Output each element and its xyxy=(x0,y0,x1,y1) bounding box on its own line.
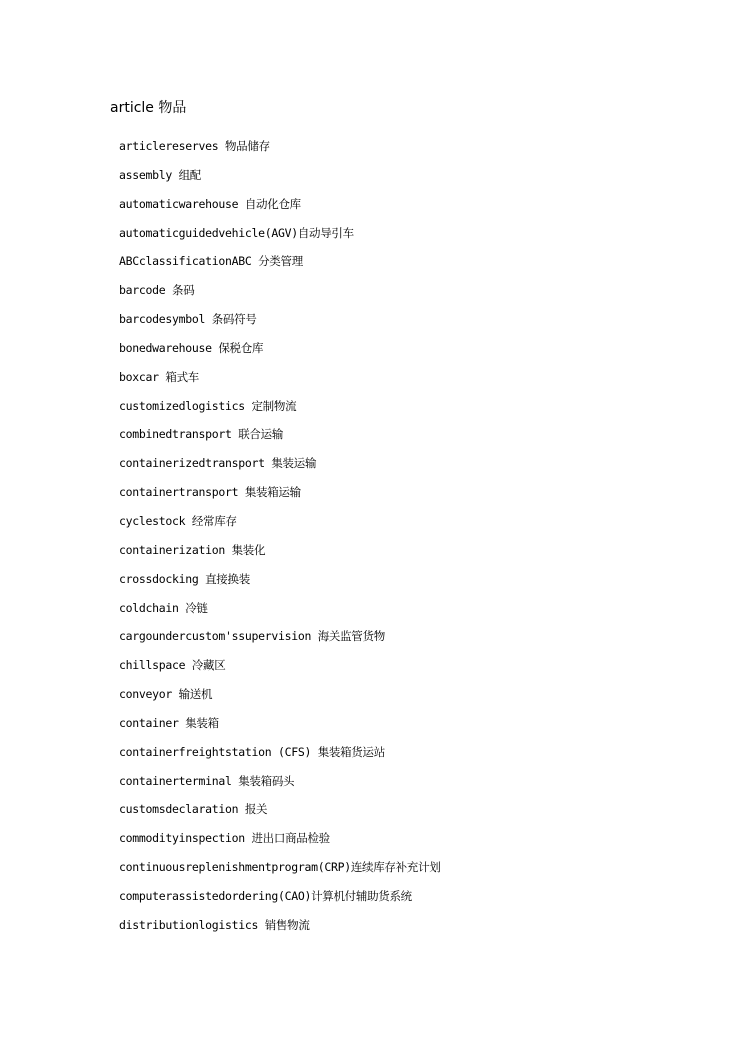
glossary-term: commodityinspection 进出口商品检验 xyxy=(119,831,330,846)
section-heading: article 物品 xyxy=(110,100,187,116)
glossary-term: barcodesymbol 条码符号 xyxy=(119,312,257,327)
glossary-term: automaticguidedvehicle(AGV)自动导引车 xyxy=(119,225,354,240)
glossary-term: chillspace 冷藏区 xyxy=(119,658,226,673)
glossary-term: containertransport 集装箱运输 xyxy=(119,485,301,500)
glossary-list xyxy=(119,136,440,944)
glossary-term: articlereserves 物品储存 xyxy=(119,139,270,153)
glossary-term: customsdeclaration 报关 xyxy=(119,802,268,817)
glossary-term: container 集装箱 xyxy=(119,715,219,730)
glossary-term: bonedwarehouse 保税仓库 xyxy=(119,340,264,355)
glossary-term: combinedtransport 联合运输 xyxy=(119,427,284,442)
glossary-term: distributionlogistics 销售物流 xyxy=(119,917,310,932)
glossary-term: conveyor 输送机 xyxy=(119,687,213,702)
glossary-term: cyclestock 经常库存 xyxy=(119,513,237,528)
glossary-term: boxcar 箱式车 xyxy=(119,369,199,384)
glossary-term: coldchain 冷链 xyxy=(119,600,208,615)
glossary-term: customizedlogistics 定制物流 xyxy=(119,398,297,413)
glossary-term: continuousreplenishmentprogram(CRP)连续库存补充计划 xyxy=(119,860,441,875)
glossary-term: containerizedtransport 集装运输 xyxy=(119,456,317,471)
glossary-term: crossdocking 直接换装 xyxy=(119,571,250,586)
glossary-term: containerterminal 集装箱码头 xyxy=(119,773,295,788)
glossary-term: automaticwarehouse 自动化仓库 xyxy=(119,196,301,211)
glossary-term: barcode 条码 xyxy=(119,283,195,298)
glossary-term: cargoundercustom'ssupervision 海关监管货物 xyxy=(119,629,385,644)
glossary-term: computerassistedordering(CAO)计算机付辅助货系统 xyxy=(119,888,412,903)
glossary-term: ABCclassificationABC 分类管理 xyxy=(119,254,303,269)
glossary-term: containerization 集装化 xyxy=(119,542,266,557)
glossary-term: assembly 组配 xyxy=(119,167,202,182)
glossary-term: containerfreightstation (CFS) 集装箱货运站 xyxy=(119,744,385,759)
